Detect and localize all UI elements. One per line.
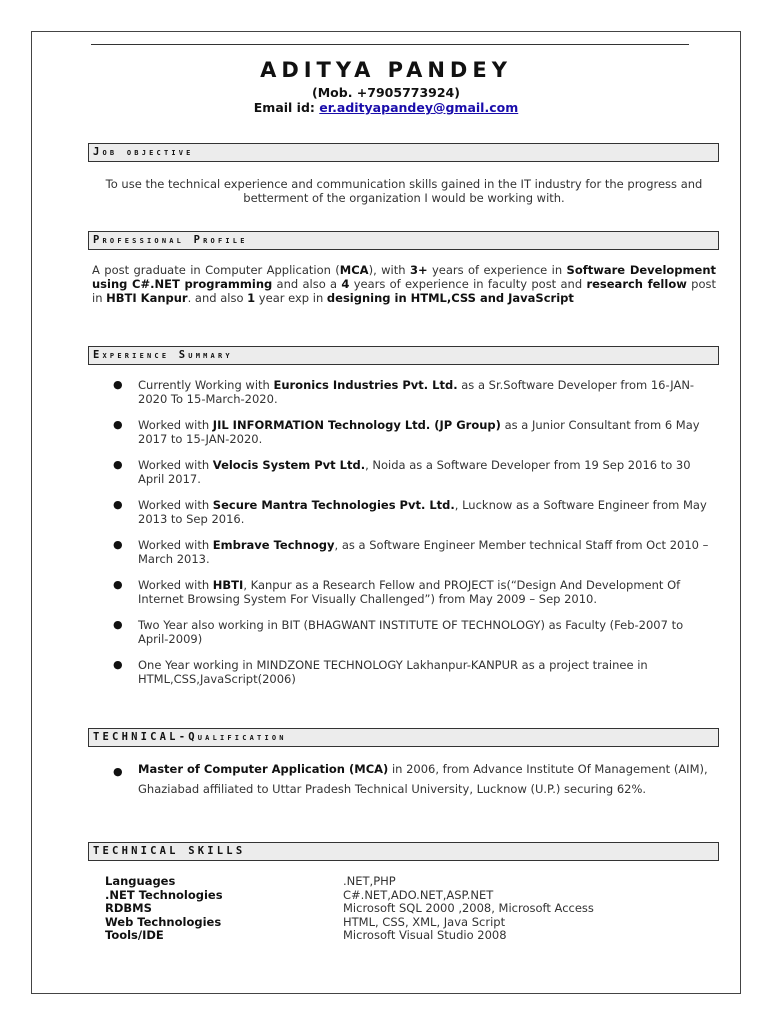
bullet-dot-icon: ● [113,538,123,551]
profile-bold-part: designing in HTML,CSS and JavaScript [326,291,574,305]
skill-value: Microsoft Visual Studio 2008 [343,928,507,942]
experience-company: Secure Mantra Technologies Pvt. Ltd. [212,498,455,512]
profile-bold-part: research fellow [586,277,687,291]
skill-value: C#.NET,ADO.NET,ASP.NET [343,887,494,902]
top-rule-divider [91,44,689,45]
skill-row [105,929,705,943]
skill-name: Tools/IDE [105,928,164,942]
bullet-dot-icon: ● [113,378,123,391]
qualification-text: in 2006, from Advance Institute Of Management (AIM), Ghaziabad affiliated to Uttar Pradesh Technical University, Lucknow (U.P.) securing 62%. [138,762,708,796]
experience-text: , Noida as a Software Developer from 19 Sep 2016 to 30 April 2017. [138,458,691,486]
skill-name: Web Technologies [105,914,222,929]
bullet-dot-icon: ● [113,765,123,778]
profile-text-part: years of experience in faculty post and [349,277,587,291]
skill-row [105,875,705,889]
bullet-dot-icon: ● [113,458,123,471]
experience-text: Worked with [138,458,213,472]
skills-table [105,875,705,943]
bullet-dot-icon: ● [113,418,123,431]
profile-bold-part: Software Development using C#.NET programming [92,263,716,291]
section-header-technical-skills: TECHNICAL SKILLS [88,842,719,861]
experience-text: , as a Software Engineer Member technical Staff from Oct 2010 – March 2013. [138,538,709,566]
skill-row [105,902,705,916]
profile-bold-part: HBTI Kanpur [106,291,188,305]
profile-text-part: years of experience in [427,263,567,277]
experience-text: as a Sr.Software Developer from 16-JAN-2020 To 15-March-2020. [138,378,695,406]
experience-company: JIL INFORMATION Technology Ltd. (JP Group) [212,418,501,432]
email-link[interactable]: er.adityapandey@gmail.com [319,100,519,115]
experience-text: Two Year also working in BIT (BHAGWANT INSTITUTE OF TECHNOLOGY) as Faculty (Feb-2007 to April-2009) [138,618,684,646]
profile-text-part: year exp in [255,291,327,305]
experience-text: Worked with [138,538,213,552]
experience-text: , Kanpur as a Research Fellow and PROJECT is(“Design And Development Of Internet Browsing System For Visually Challenged”) from May 2009 – Sep 2010. [138,578,681,606]
skill-value: Microsoft SQL 2000 ,2008, Microsoft Access [343,901,594,915]
experience-company: HBTI [212,578,244,592]
skill-name: RDBMS [105,901,152,915]
skill-row [105,889,705,903]
section-header-professional-profile: Professional Profile [88,231,719,250]
profile-bold-part: 4 [341,277,350,291]
skill-value: HTML, CSS, XML, Java Script [343,914,506,929]
bullet-dot-icon: ● [113,578,123,591]
experience-text: Worked with [138,498,213,512]
profile-bold-part: 3+ [409,263,428,277]
experience-item [110,458,716,486]
experience-company: Embrave Technogy [212,538,335,552]
profile-text-part: ), with [368,263,410,277]
profile-text-part: A post graduate in Computer Application ( [92,263,340,277]
professional-profile-text [92,263,716,305]
experience-item [110,578,716,606]
candidate-name: ADITYA PANDEY [260,58,512,82]
profile-bold-part: MCA [339,263,369,277]
experience-item [110,618,716,646]
mobile-number: (Mob. +7905773924) [312,85,460,100]
resume-page [31,31,741,994]
experience-text: Worked with [138,578,213,592]
experience-text: Currently Working with [138,378,274,392]
skill-value: .NET,PHP [343,874,396,888]
profile-text-part: and also a [272,277,342,291]
profile-bold-part: 1 [247,291,256,305]
profile-text-part: post in [92,277,716,305]
section-header-experience-summary: Experience Summary [88,346,719,365]
experience-item [110,378,716,406]
bullet-dot-icon: ● [113,658,123,671]
experience-company: Euronics Industries Pvt. Ltd. [273,378,458,392]
experience-text: as a Junior Consultant from 6 May 2017 to 15-JAN-2020. [138,418,700,446]
job-objective-text: To use the technical experience and communication skills gained in the IT industry for the progress and betterment of the organization I would be working with. [105,177,703,205]
email-line [32,100,740,115]
experience-text: , Lucknow as a Software Engineer from May 2013 to Sep 2016. [138,498,707,526]
experience-item [110,418,716,446]
section-header-job-objective: Job objective [88,143,719,162]
bullet-dot-icon: ● [113,498,123,511]
experience-item [110,658,716,686]
qualification-item [110,759,716,799]
skill-row [105,916,705,930]
qualification-degree: Master of Computer Application (MCA) [138,762,389,776]
experience-company: Velocis System Pvt Ltd. [212,458,366,472]
skill-name: .NET Technologies [105,887,223,902]
experience-text: Worked with [138,418,213,432]
profile-text-part: . and also [187,291,248,305]
experience-text: One Year working in MINDZONE TECHNOLOGY Lakhanpur-KANPUR as a project trainee in HTML,CSS,JavaScript(2006) [138,658,648,686]
experience-list [110,378,716,698]
experience-item [110,538,716,566]
skill-name: Languages [105,874,176,888]
section-header-technical-qualification: TECHNICAL-Qualification [88,728,719,747]
experience-item [110,498,716,526]
bullet-dot-icon: ● [113,618,123,631]
email-label: Email id: [253,100,315,115]
qualification-list [110,759,716,811]
